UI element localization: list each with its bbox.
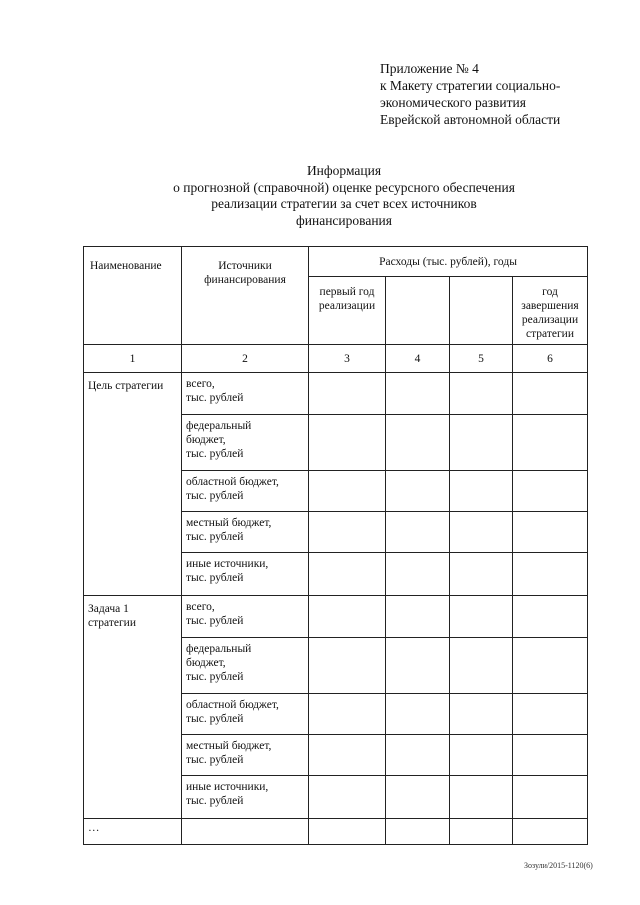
expense-cell [386, 694, 450, 735]
table-row [84, 373, 588, 415]
row-name: Задача 1 стратегии [84, 596, 182, 819]
header-expenses: Расходы (тыс. рублей), годы [309, 247, 588, 277]
expense-cell [513, 596, 588, 638]
table-row [84, 819, 588, 845]
funding-source: областной бюджет, тыс. рублей [182, 694, 309, 735]
funding-source: всего, тыс. рублей [182, 596, 309, 638]
funding-source: иные источники, тыс. рублей [182, 776, 309, 819]
appendix-line: к Макету стратегии социально- [380, 78, 561, 93]
expense-cell [513, 694, 588, 735]
empty-cell [182, 819, 309, 845]
expense-cell [386, 373, 450, 415]
column-number: 1 [84, 345, 182, 373]
expense-cell [450, 596, 513, 638]
row-name: Цель стратегии [84, 373, 182, 596]
expense-cell [450, 415, 513, 471]
appendix-line: экономического развития [380, 95, 526, 110]
column-number: 3 [309, 345, 386, 373]
expense-cell [513, 373, 588, 415]
expense-cell [386, 512, 450, 553]
expense-cell [513, 471, 588, 512]
expense-cell [386, 553, 450, 596]
title-line: реализации стратегии за счет всех источников [211, 196, 477, 211]
expense-cell [309, 471, 386, 512]
expense-cell [386, 638, 450, 694]
funding-source: местный бюджет, тыс. рублей [182, 735, 309, 776]
funding-source: всего, тыс. рублей [182, 373, 309, 415]
ellipsis-cell: … [84, 819, 182, 845]
expense-cell [309, 735, 386, 776]
expense-cell [386, 471, 450, 512]
column-number: 2 [182, 345, 309, 373]
expense-cell [450, 776, 513, 819]
expense-cell [386, 596, 450, 638]
column-number: 5 [450, 345, 513, 373]
expense-cell [513, 638, 588, 694]
document-code: Зозули/2015-1120(6) [524, 861, 593, 870]
expense-cell [450, 471, 513, 512]
expense-cell [450, 553, 513, 596]
expense-cell [309, 596, 386, 638]
expense-cell [386, 415, 450, 471]
expense-cell [386, 776, 450, 819]
expense-cell [309, 638, 386, 694]
empty-cell [309, 819, 386, 845]
title-line: финансирования [296, 212, 392, 228]
expense-cell [513, 512, 588, 553]
funding-source: областной бюджет, тыс. рублей [182, 471, 309, 512]
expense-cell [309, 694, 386, 735]
title-line: о прогнозной (справочной) оценке ресурсного обеспечения [173, 179, 515, 195]
expense-cell [450, 638, 513, 694]
resource-table [83, 246, 588, 845]
expense-cell [309, 512, 386, 553]
title-line: Информация [306, 163, 382, 178]
funding-source: иные источники, тыс. рублей [182, 553, 309, 596]
column-number: 6 [513, 345, 588, 373]
column-number: 4 [386, 345, 450, 373]
expense-cell [450, 735, 513, 776]
header-last-year: год завершения реализации стратегии [513, 277, 588, 345]
empty-cell [450, 819, 513, 845]
expense-cell [450, 373, 513, 415]
expense-cell [513, 415, 588, 471]
expense-cell [309, 373, 386, 415]
expense-cell [386, 735, 450, 776]
funding-source: федеральный бюджет, тыс. рублей [182, 638, 309, 694]
expense-cell [450, 512, 513, 553]
expense-cell [309, 553, 386, 596]
document-title [100, 163, 588, 229]
appendix-note [380, 60, 620, 128]
expense-cell [450, 694, 513, 735]
header-name: Наименование [84, 247, 182, 345]
appendix-line: Еврейской автономной области [380, 112, 561, 127]
expense-cell [513, 735, 588, 776]
header-first-year: первый год реализации [309, 277, 386, 345]
table-row [84, 596, 588, 638]
empty-cell [513, 819, 588, 845]
expense-cell [513, 553, 588, 596]
funding-source: федеральный бюджет, тыс. рублей [182, 415, 309, 471]
expense-cell [309, 415, 386, 471]
expense-cell [513, 776, 588, 819]
header-empty-year [386, 277, 450, 345]
header-sources: Источники финансирования [182, 247, 309, 345]
appendix-line: Приложение № 4 [380, 61, 479, 76]
funding-source: местный бюджет, тыс. рублей [182, 512, 309, 553]
expense-cell [309, 776, 386, 819]
header-empty-year [450, 277, 513, 345]
empty-cell [386, 819, 450, 845]
